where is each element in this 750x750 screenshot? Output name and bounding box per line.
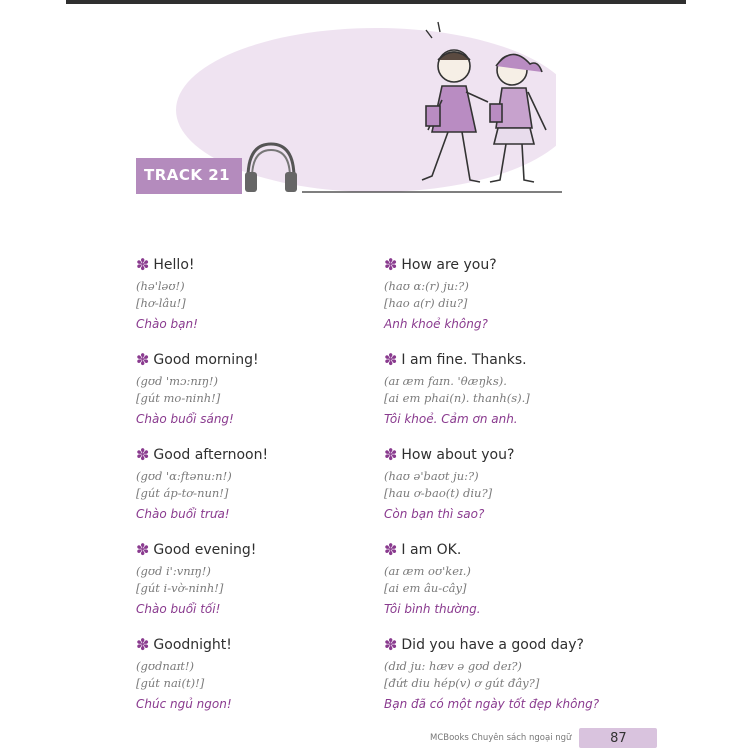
vietnamese-pronunciation: [hơ-lâu!] [136,296,186,310]
english-phrase: Hello! [153,257,195,273]
flower-bullet-icon: ✽ [384,540,398,559]
english-phrase: I am fine. Thanks. [401,352,527,368]
page-footer [430,728,657,748]
flower-bullet-icon: ✽ [136,255,150,274]
phrase-block [136,255,376,332]
ipa-pronunciation: (hə'ləʊ!) [136,279,185,293]
english-phrase: How are you? [401,257,497,273]
flower-bullet-icon: ✽ [136,635,150,654]
english-phrase: How about you? [401,447,515,463]
english-line [136,350,376,370]
ipa-pronunciation: (dɪd ju: hæv ə gʊd deɪ?) [384,659,522,673]
vietnamese-pronunciation: [ai em phai(n). thanh(s).] [384,391,530,405]
ipa-pronunciation: (gʊd i':vnɪŋ!) [136,564,211,578]
flower-bullet-icon: ✽ [136,350,150,369]
vietnamese-translation: Anh khoẻ không? [384,317,488,331]
english-line [136,445,376,465]
ipa-pronunciation: (aɪ æm faɪn. 'θæŋks). [384,374,507,388]
vietnamese-translation: Tôi bình thường. [384,602,481,616]
phrase-block [384,445,624,522]
ipa-pronunciation: (haʊ ɑ:(r) ju:?) [384,279,469,293]
phrase-block [384,255,624,332]
flower-bullet-icon: ✽ [384,350,398,369]
ipa-pronunciation: (aɪ æm oʊ'keɪ.) [384,564,471,578]
vietnamese-pronunciation: [gút nai(t)!] [136,676,205,690]
vietnamese-translation: Chúc ngủ ngon! [136,697,232,711]
ipa-pronunciation: (haʊ ə'baʊt ju:?) [384,469,479,483]
ground-line [302,190,562,194]
ipa-pronunciation: (gʊd 'ɑ:ftənu:n!) [136,469,232,483]
vietnamese-pronunciation: [gút i-vờ-ninh!] [136,581,224,595]
english-phrase: I am OK. [401,542,462,558]
flower-bullet-icon: ✽ [384,255,398,274]
english-line [136,255,376,275]
top-rule [66,0,686,4]
vietnamese-translation: Chào bạn! [136,317,198,331]
vietnamese-translation: Tôi khoẻ. Cảm ơn anh. [384,412,518,426]
english-phrase: Goodnight! [153,637,232,653]
english-phrase: Good morning! [153,352,259,368]
vietnamese-translation: Còn bạn thì sao? [384,507,485,521]
ipa-pronunciation: (gʊd 'mɔ:nɪŋ!) [136,374,218,388]
english-phrase: Good evening! [153,542,257,558]
english-line [384,255,624,275]
flower-bullet-icon: ✽ [384,635,398,654]
phrase-block [384,635,634,712]
page-number: 87 [579,728,657,748]
ipa-pronunciation: (gʊdnaɪt!) [136,659,195,673]
english-line [384,350,624,370]
phrase-block [136,635,376,712]
vietnamese-pronunciation: [hau ơ-bao(t) diu?] [384,486,493,500]
vietnamese-translation: Chào buổi tối! [136,602,221,616]
flower-bullet-icon: ✽ [136,540,150,559]
phrase-block [136,540,376,617]
phrase-block [136,350,376,427]
phrase-block [384,350,624,427]
phrase-block [136,445,376,522]
english-line [384,540,624,560]
vietnamese-translation: Chào buổi sáng! [136,412,234,426]
vietnamese-pronunciation: [hao a(r) diu?] [384,296,468,310]
english-phrase: Did you have a good day? [401,637,584,653]
vietnamese-translation: Chào buổi trưa! [136,507,230,521]
footer-brand: MCBooks Chuyên sách ngoại ngữ [430,733,572,743]
english-line [136,540,376,560]
flower-bullet-icon: ✽ [384,445,398,464]
vietnamese-pronunciation: [gút áp-tơ-nun!] [136,486,229,500]
track-label: TRACK 21 [144,166,231,184]
english-phrase: Good afternoon! [153,447,269,463]
english-line [136,635,376,655]
headphones-icon[interactable] [240,138,302,196]
vietnamese-pronunciation: [gút mo-ninh!] [136,391,221,405]
vietnamese-translation: Bạn đã có một ngày tốt đẹp không? [384,697,600,711]
english-line [384,445,624,465]
vietnamese-pronunciation: [đứt diu hép(v) ơ gút đây?] [384,676,540,690]
english-line [384,635,634,655]
vietnamese-pronunciation: [ai em âu-cây] [384,581,467,595]
flower-bullet-icon: ✽ [136,445,150,464]
phrase-block [384,540,624,617]
